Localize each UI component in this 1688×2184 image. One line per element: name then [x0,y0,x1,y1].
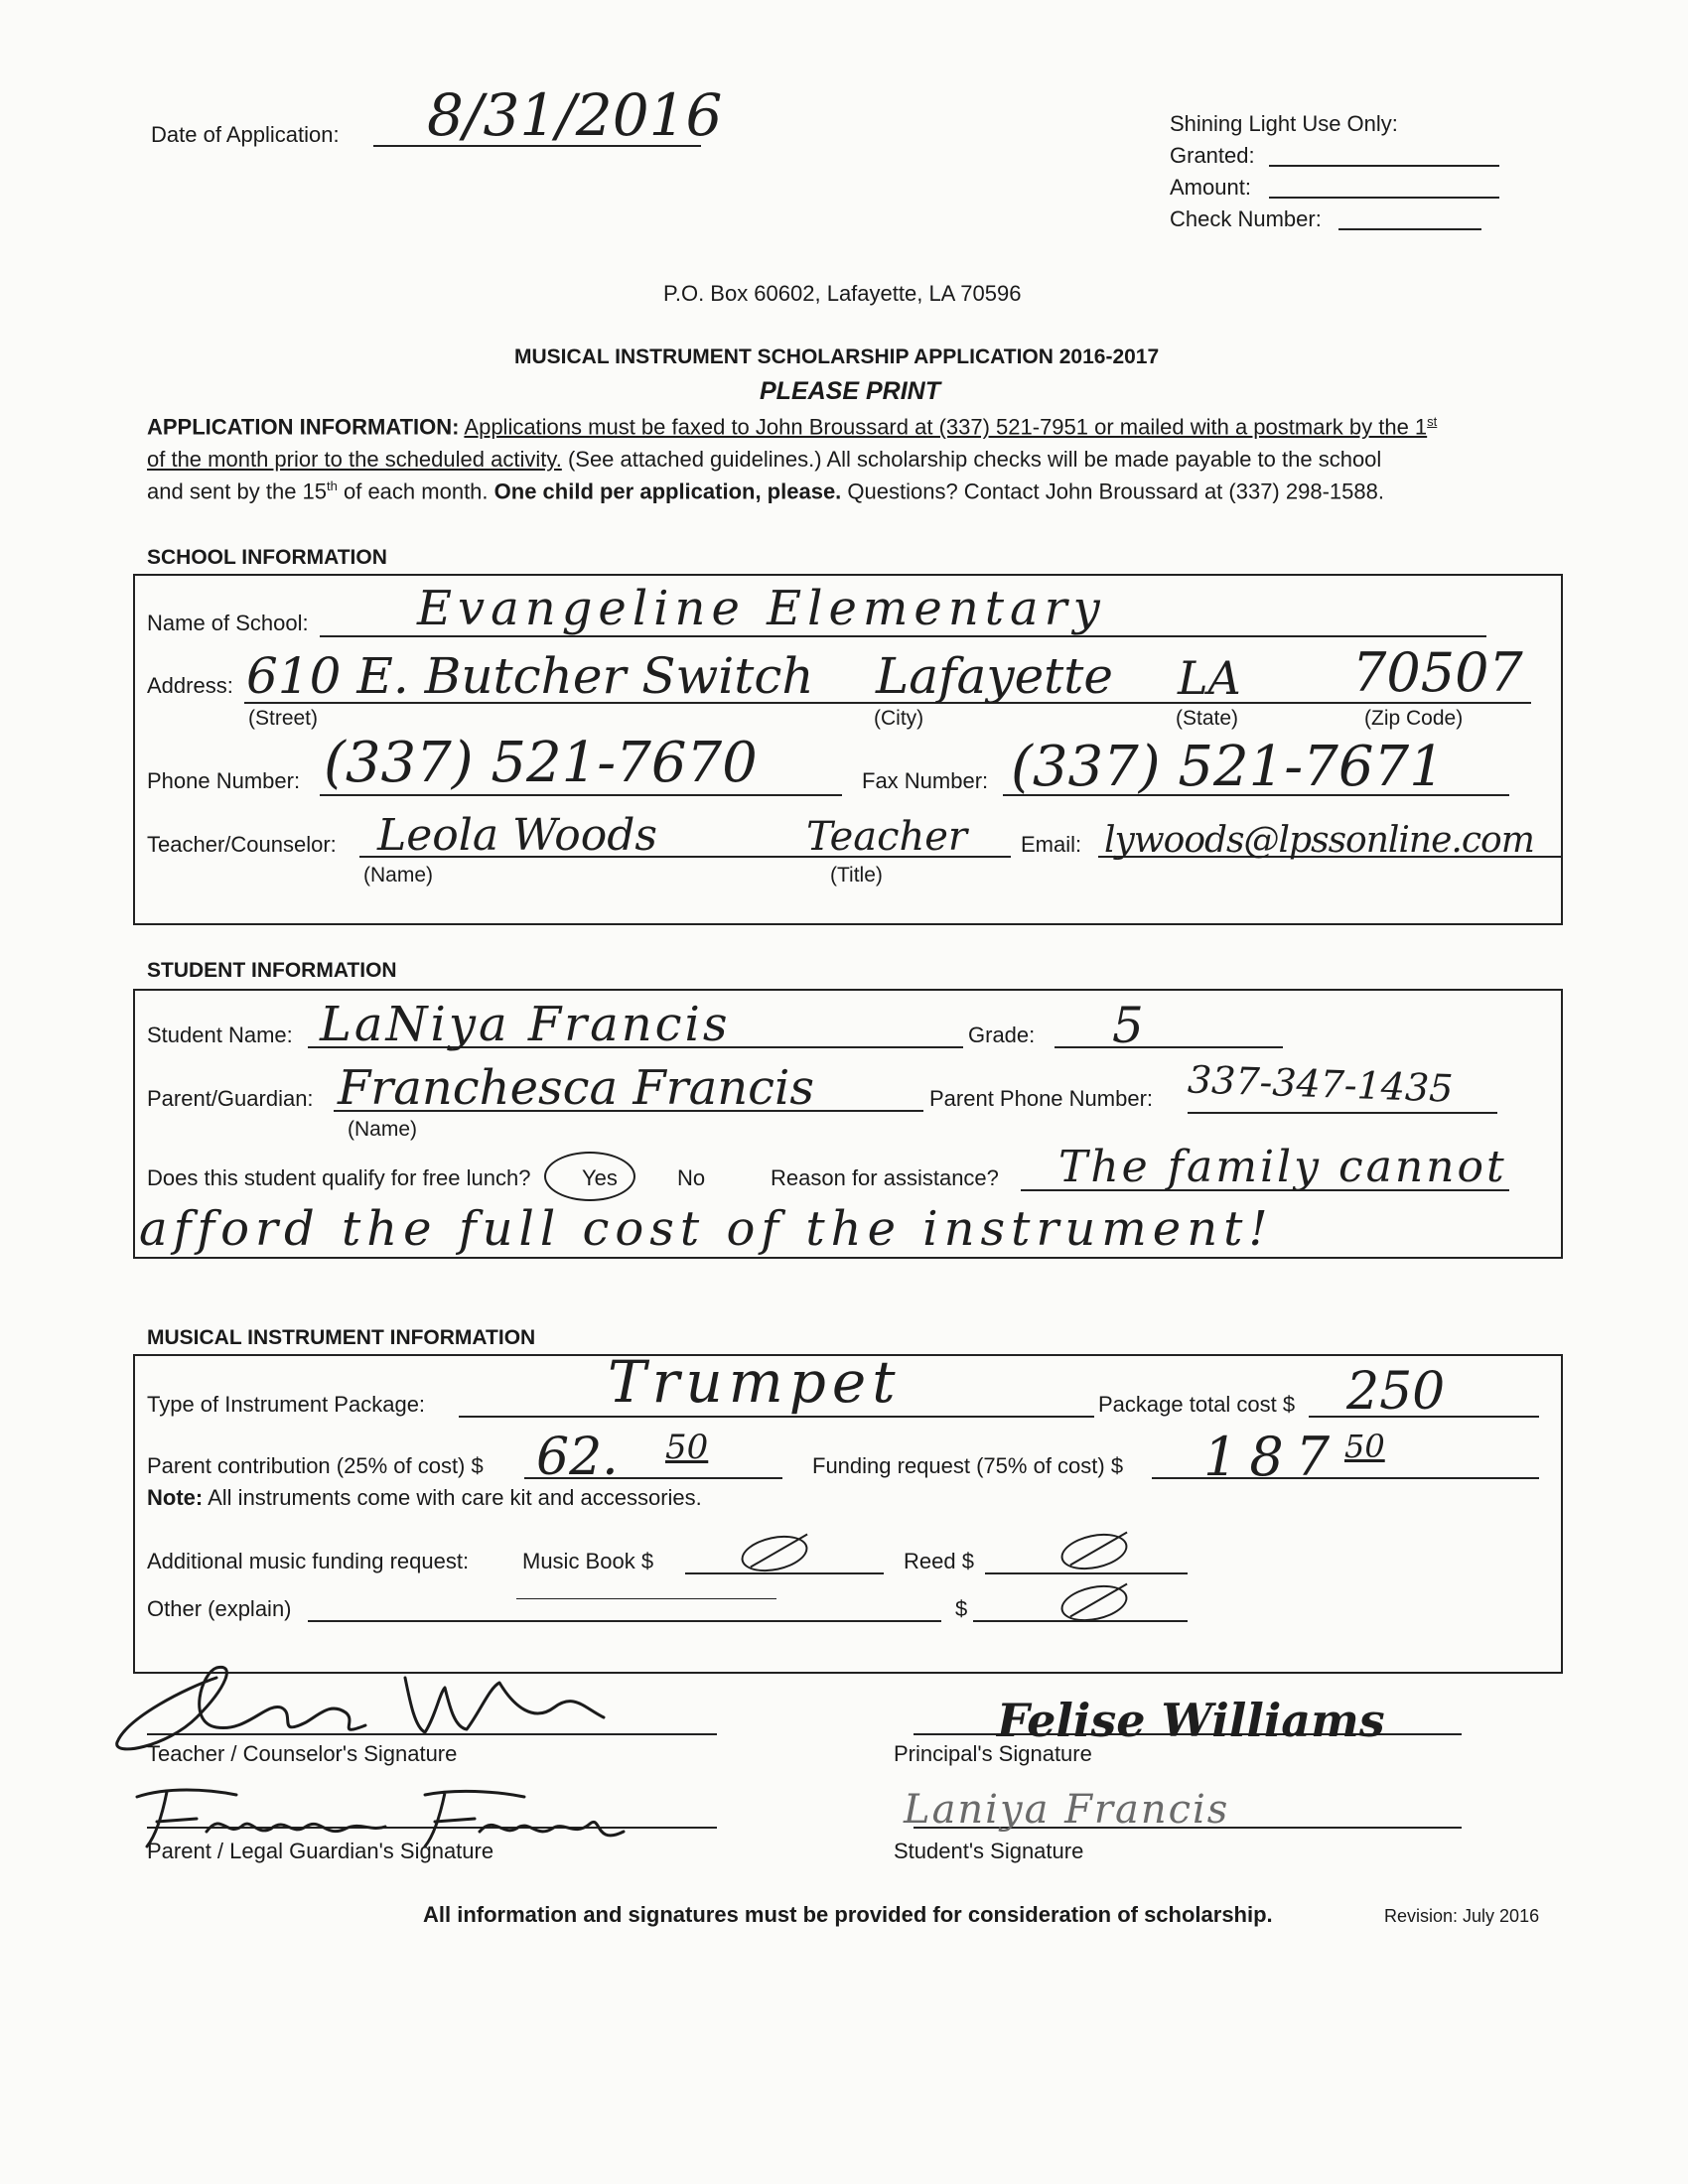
free-lunch-yes-option[interactable]: Yes [582,1165,618,1190]
other-explain-underline [308,1620,941,1622]
footer-notice: All information and signatures must be provided for consideration of scholarship. [423,1902,1273,1927]
application-deadline-text: Applications must be faxed to John Broussard at (337) 521-7951 or mailed with a postmark by the 1 [464,414,1428,440]
ordinal-suffix-th: th [327,478,338,493]
music-book-label: Music Book $ [522,1549,654,1573]
fax-number-value[interactable]: (337) 521-7671 [1011,735,1445,799]
form-title: MUSICAL INSTRUMENT SCHOLARSHIP APPLICATION 2016-2017 [514,345,1160,368]
student-name-label: Student Name: [147,1023,293,1047]
payment-text-a: and sent by the 15 [147,478,328,504]
parent-phone-label: Parent Phone Number: [929,1086,1154,1111]
parent-contribution-label: Parent contribution (25% of cost) $ [147,1453,484,1478]
address-label: Address: [147,673,233,698]
parent-guardian-label: Parent/Guardian: [147,1086,314,1111]
school-name-value[interactable]: Evangeline Elementary [417,581,1106,636]
state-caption: (State) [1176,707,1239,730]
application-info-line-1 [147,414,1437,440]
other-explain-label: Other (explain) [147,1596,292,1621]
contact-text: Questions? Contact John Broussard at (337) 298-1588. [841,478,1384,504]
student-name-value[interactable]: LaNiya Francis [320,997,731,1052]
zip-value[interactable]: 70507 [1352,641,1523,704]
free-lunch-question: Does this student qualify for free lunch? [147,1165,531,1190]
teacher-name-caption: (Name) [363,864,434,887]
music-book-underline [685,1572,884,1574]
grade-label: Grade: [968,1023,1036,1047]
application-deadline-text-2: of the month prior to the scheduled activity. [147,447,562,472]
music-book-second-underline [516,1598,776,1599]
principal-signature-caption: Principal's Signature [894,1741,1092,1766]
parent-signature-caption: Parent / Legal Guardian's Signature [147,1839,494,1863]
teacher-title-value[interactable]: Teacher [806,814,968,860]
application-info-line-3 [147,478,1384,504]
phone-number-label: Phone Number: [147,768,301,793]
teacher-signature-caption: Teacher / Counselor's Signature [147,1741,458,1766]
state-value[interactable]: LA [1178,651,1241,705]
teacher-title-caption: (Title) [830,864,883,887]
other-dollar-sign: $ [955,1596,968,1621]
instrument-type-label: Type of Instrument Package: [147,1392,426,1417]
email-value[interactable]: lywoods@lpssonline.com [1104,820,1534,861]
parent-phone-underline [1188,1112,1497,1114]
check-number-field[interactable] [1338,228,1481,230]
note-label: Note: [147,1485,204,1510]
package-total-value[interactable]: 250 [1346,1362,1446,1422]
reason-value-line-2[interactable]: afford the full cost of the instrument! [139,1201,1274,1257]
application-info-line-2 [147,447,1381,473]
parent-guardian-value[interactable]: Franchesca Francis [338,1060,815,1116]
date-of-application-label: Date of Application: [151,122,340,147]
payment-text-b: of each month. [337,478,494,504]
funding-request-cents[interactable]: 50 [1344,1428,1385,1465]
ordinal-suffix-st: st [1427,414,1438,429]
city-caption: (City) [874,707,924,730]
instrument-section-heading: MUSICAL INSTRUMENT INFORMATION [147,1326,536,1349]
parent-contribution-value[interactable]: 62. [536,1428,619,1487]
guidelines-text: (See attached guidelines.) All scholarship checks will be made payable to the school [561,447,1382,472]
instrument-type-value[interactable]: Trumpet [608,1348,902,1416]
fax-number-label: Fax Number: [862,768,989,793]
zip-caption: (Zip Code) [1364,707,1464,730]
street-caption: (Street) [248,707,319,730]
granted-label: Granted: [1170,143,1255,168]
street-value[interactable]: 610 E. Butcher Switch [246,647,814,705]
office-use-title: Shining Light Use Only: [1170,111,1398,136]
reed-underline [985,1572,1188,1574]
one-child-notice: One child per application, please. [493,478,842,504]
school-name-label: Name of School: [147,611,309,635]
email-label: Email: [1021,832,1082,857]
school-section-heading: SCHOOL INFORMATION [147,546,387,569]
reason-value-line-1[interactable]: The family cannot [1058,1142,1507,1192]
application-info-heading: APPLICATION INFORMATION: [147,414,460,440]
amount-label: Amount: [1170,175,1251,200]
instrument-type-underline [459,1416,1094,1418]
mailing-address: P.O. Box 60602, Lafayette, LA 70596 [663,281,1022,306]
parent-name-caption: (Name) [348,1118,418,1141]
additional-funding-label: Additional music funding request: [147,1549,470,1573]
granted-field[interactable] [1269,165,1499,167]
city-value[interactable]: Lafayette [876,647,1113,705]
amount-field[interactable] [1269,197,1499,199]
note-text: All instruments come with care kit and accessories. [203,1485,702,1510]
please-print: PLEASE PRINT [760,377,940,405]
reason-label: Reason for assistance? [771,1165,999,1190]
grade-value[interactable]: 5 [1112,997,1144,1054]
funding-request-label: Funding request (75% of cost) $ [812,1453,1124,1478]
student-section-heading: STUDENT INFORMATION [147,959,397,982]
parent-contribution-cents[interactable]: 50 [665,1428,709,1467]
reed-label: Reed $ [904,1549,974,1573]
check-number-label: Check Number: [1170,206,1322,231]
principal-signature[interactable]: Felise Williams [997,1694,1385,1747]
phone-number-value[interactable]: (337) 521-7670 [324,731,758,795]
teacher-counselor-label: Teacher/Counselor: [147,832,337,857]
funding-request-value[interactable]: 187 [1203,1426,1342,1488]
student-signature[interactable]: Laniya Francis [904,1787,1230,1833]
parent-phone-value[interactable]: 337-347-1435 [1187,1057,1455,1111]
teacher-name-value[interactable]: Leola Woods [377,810,658,861]
grade-underline [1055,1046,1283,1048]
date-of-application-value[interactable]: 8/31/2016 [427,81,723,149]
student-signature-caption: Student's Signature [894,1839,1084,1863]
revision-date: Revision: July 2016 [1384,1906,1540,1926]
free-lunch-no-option[interactable]: No [677,1165,706,1190]
package-total-label: Package total cost $ [1098,1392,1296,1417]
instrument-note [147,1485,702,1511]
